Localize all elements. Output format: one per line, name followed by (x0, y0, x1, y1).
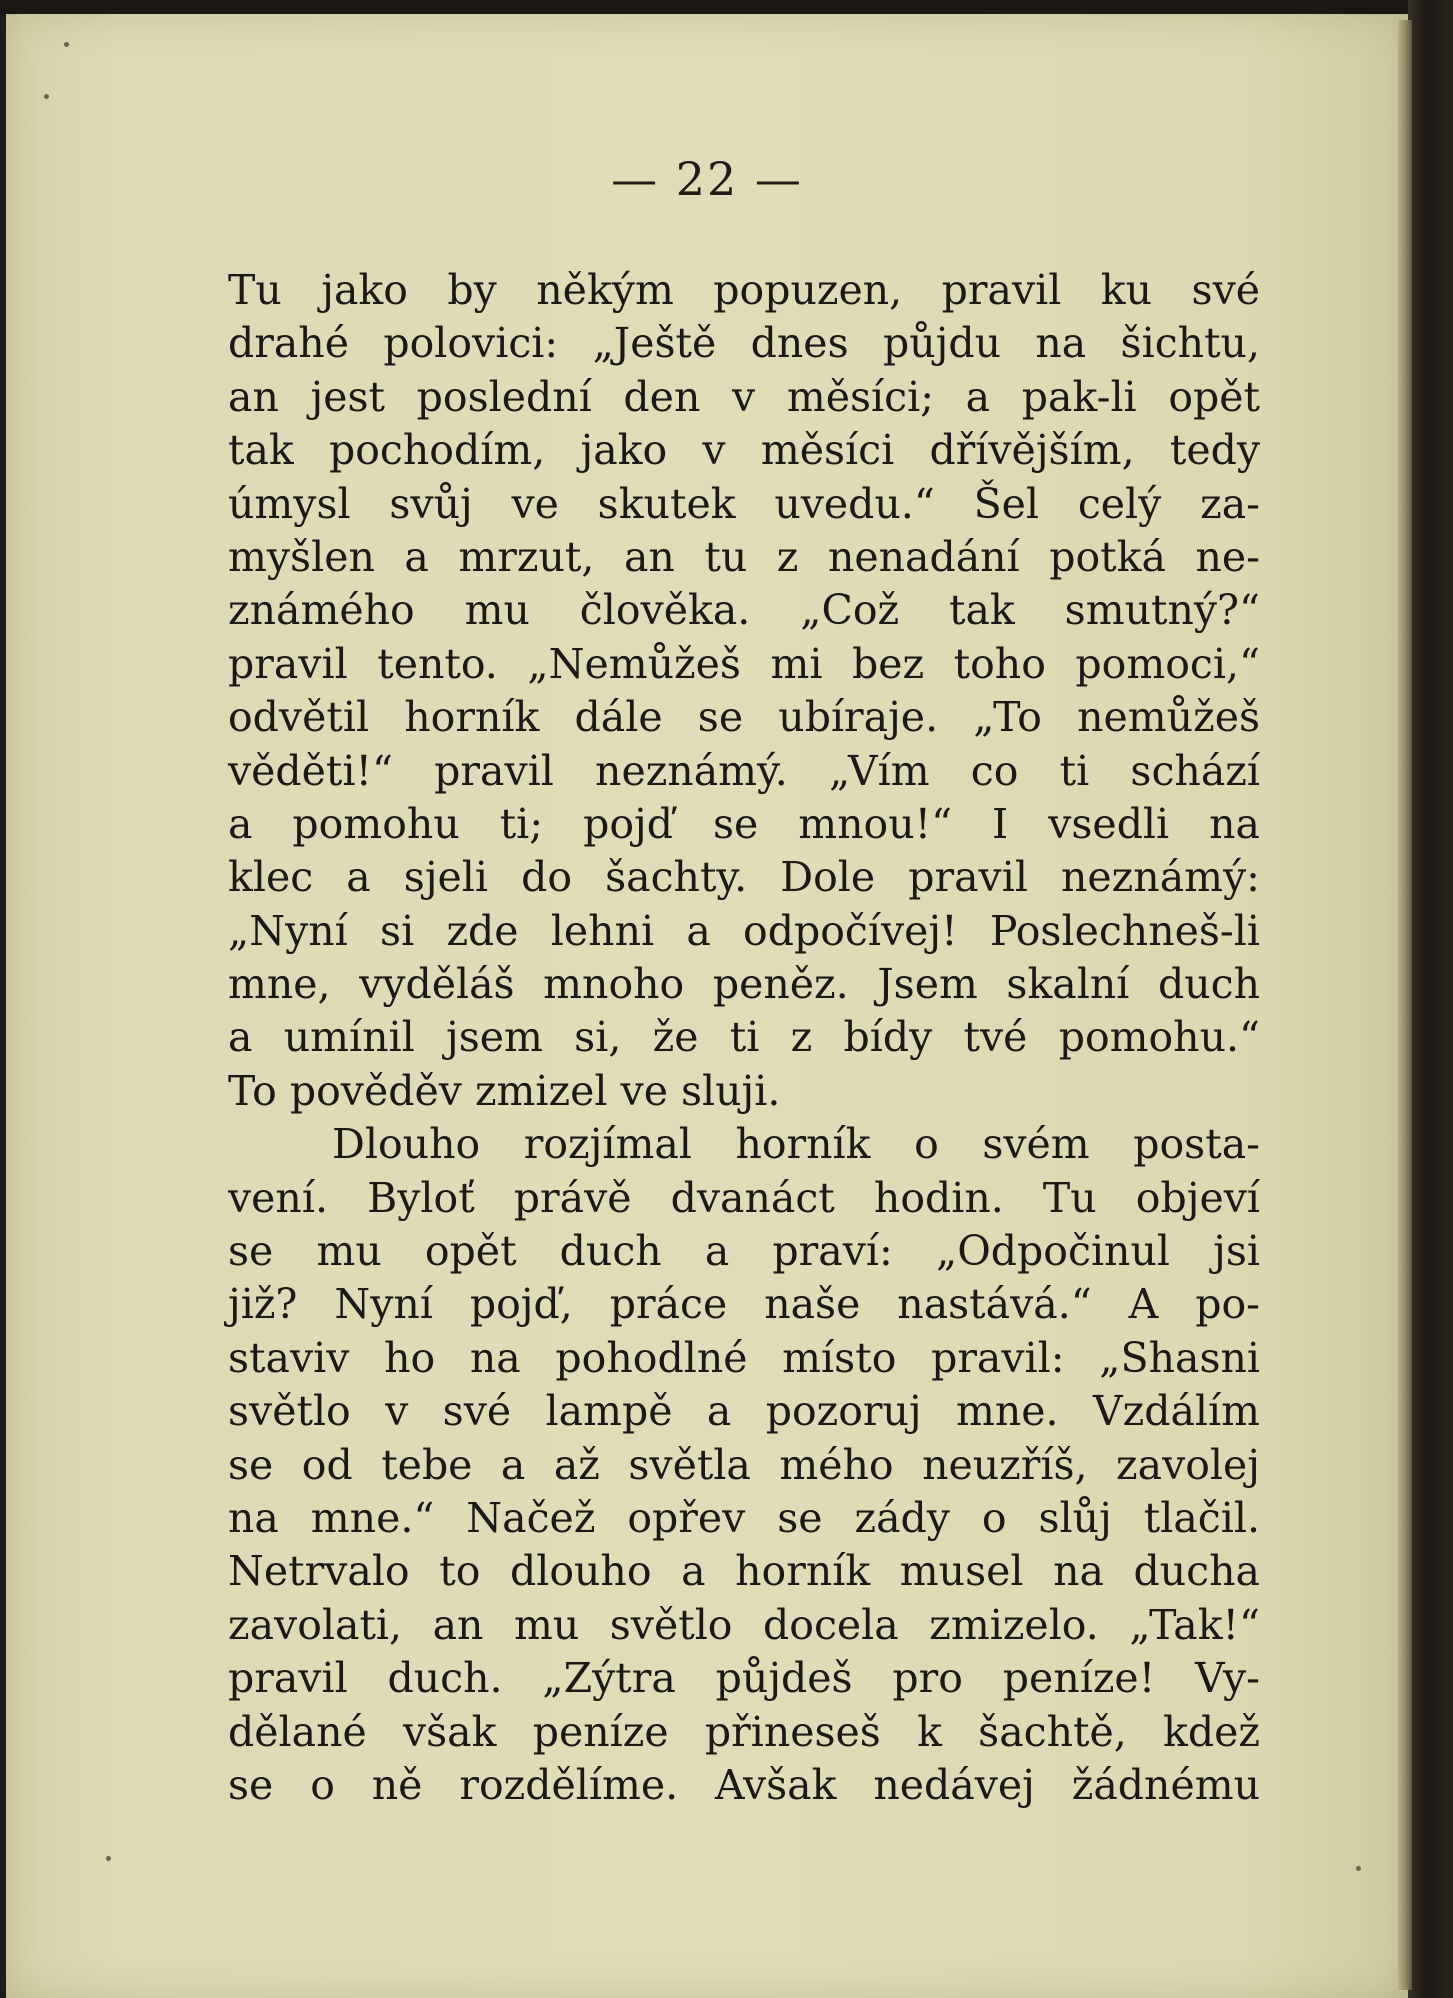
text-line: a pomohu ti; pojď se mnou!“ I vsedli na (228, 799, 1260, 848)
paper-speck (64, 42, 69, 47)
text-line: na mne.“ Načež opřev se zády o slůj tlačil. (228, 1493, 1260, 1542)
text-line: To pověděv zmizel ve sluji. (228, 1066, 781, 1115)
text-line: známého mu člověka. „Což tak smutný?“ (228, 586, 1260, 635)
text-line: se mu opět duch a praví: „Odpočinul jsi (228, 1227, 1260, 1276)
paper-sheet (6, 14, 1408, 1998)
text-line: již? Nyní pojď, práce naše nastává.“ A po- (228, 1280, 1260, 1329)
text-line: úmysl svůj ve skutek uvedu.“ Šel celý za- (228, 479, 1260, 528)
top-edge (0, 0, 1453, 14)
paper-speck (106, 1856, 111, 1861)
text-line: se od tebe a až světla mého neuzříš, zavolej (228, 1440, 1260, 1489)
paper-speck (44, 94, 49, 99)
text-line: a umínil jsem si, že ti z bídy tvé pomohu.“ (228, 1013, 1260, 1062)
text-line: zavolati, an mu světlo docela zmizelo. „Tak!“ (228, 1600, 1260, 1649)
text-line: dělané však peníze přineseš k šachtě, kdež (228, 1707, 1260, 1756)
text-line: věděti!“ pravil neznámý. „Vím co ti schází (228, 746, 1260, 795)
book-binding-edge (1408, 0, 1453, 1998)
text-line: se o ně rozdělíme. Avšak nedávej žádnému (228, 1760, 1260, 1809)
page-number: — 22 — (611, 152, 803, 206)
text-line: pravil duch. „Zýtra půjdeš pro peníze! Vy- (228, 1654, 1260, 1703)
text-line: an jest poslední den v měsíci; a pak-li opět (228, 372, 1260, 421)
paper-speck (1356, 1866, 1361, 1871)
body-text (228, 264, 1260, 1812)
text-line: Dlouho rozjímal horník o svém posta- (332, 1120, 1260, 1169)
text-line: drahé polovici: „Ještě dnes půjdu na šichtu, (228, 319, 1260, 368)
text-line: Tu jako by někým popuzen, pravil ku své (228, 266, 1260, 314)
text-line: světlo v své lampě a pozoruj mne. Vzdálím (228, 1387, 1260, 1436)
text-line: Netrvalo to dlouho a horník musel na ducha (228, 1547, 1260, 1596)
page-edge-shadow (1398, 20, 1412, 1990)
text-line: tak pochodím, jako v měsíci dřívějším, tedy (228, 426, 1260, 475)
text-line: myšlen a mrzut, an tu z nenadání potká ne- (228, 532, 1260, 581)
text-line: pravil tento. „Nemůžeš mi bez toho pomoci,“ (228, 639, 1260, 688)
text-line: staviv ho na pohodlné místo pravil: „Shasni (228, 1333, 1260, 1382)
text-line: odvětil horník dále se ubíraje. „To nemůžeš (228, 693, 1260, 742)
text-line: klec a sjeli do šachty. Dole pravil neznámý: (228, 853, 1260, 902)
text-line: mne, vyděláš mnoho peněz. Jsem skalní duch (228, 960, 1260, 1009)
text-line: vení. Byloť právě dvanáct hodin. Tu objeví (228, 1173, 1260, 1222)
text-line: „Nyní si zde lehni a odpočívej! Poslechneš-li (228, 906, 1260, 955)
